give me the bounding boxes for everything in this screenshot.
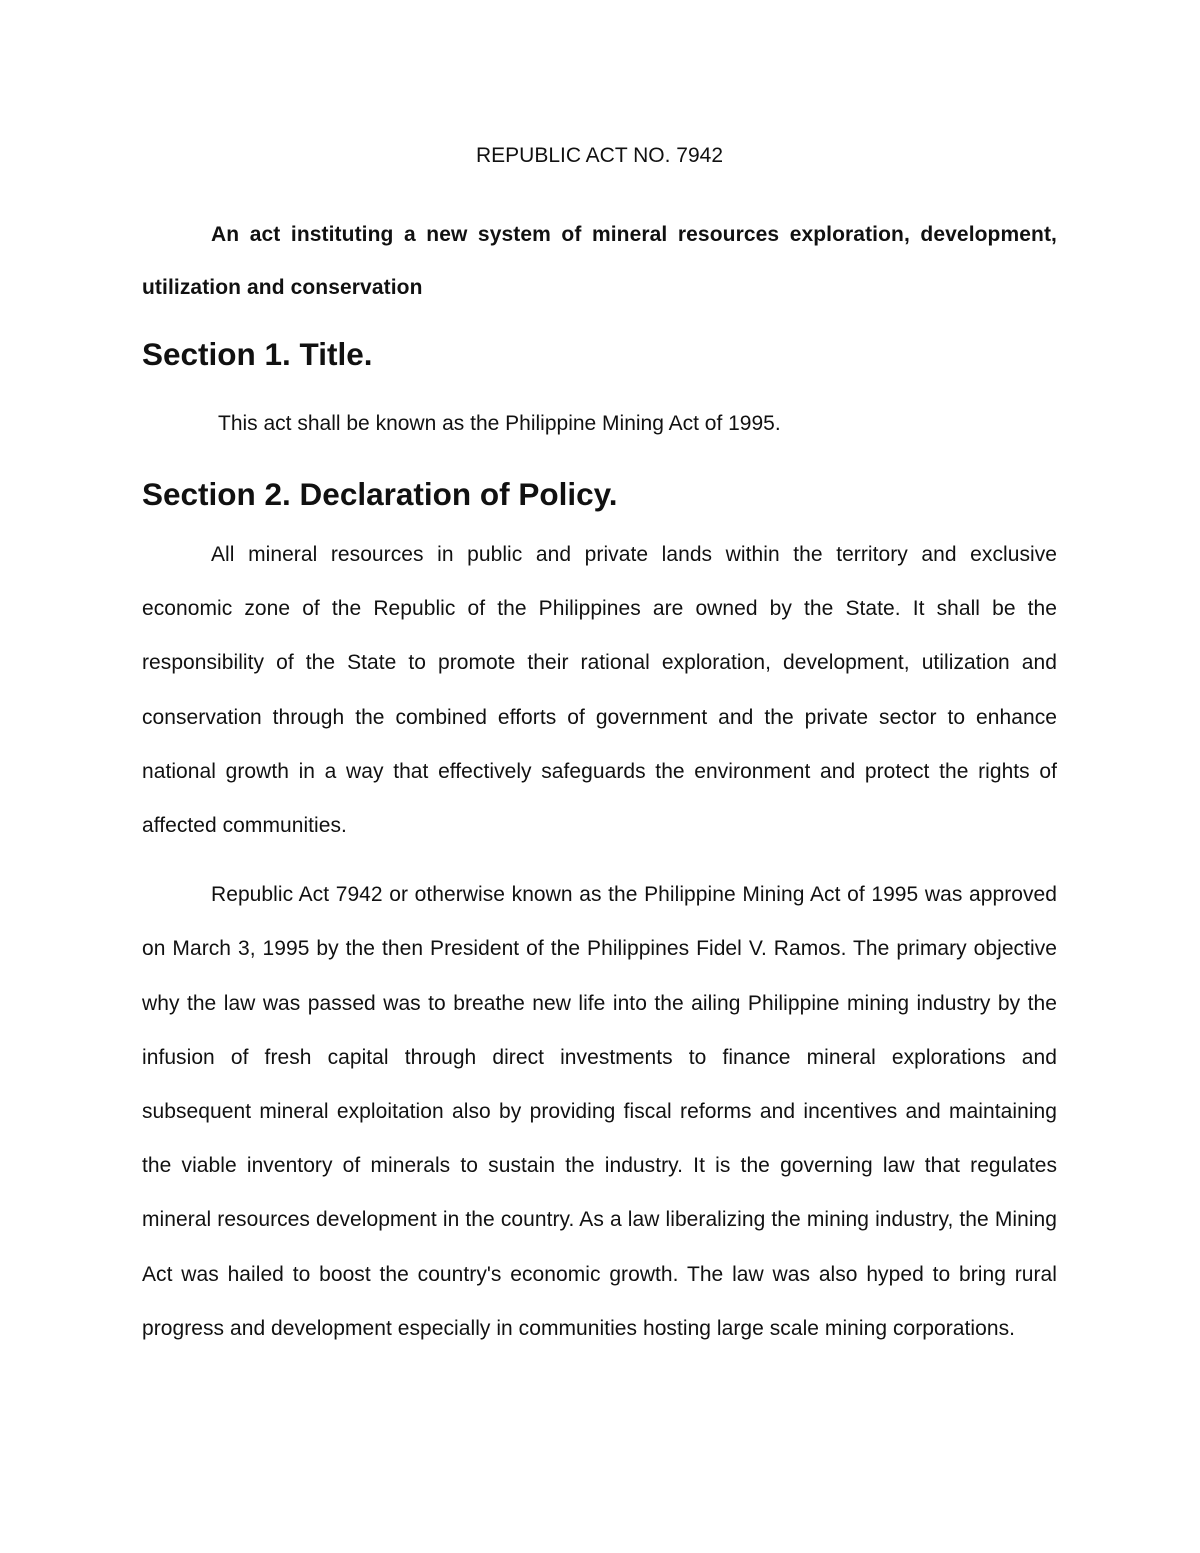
act-description: An act instituting a new system of mineral resources exploration, development, utilization and conservation <box>142 223 1057 299</box>
section-1-text: This act shall be known as the Philippine Mining Act of 1995. <box>218 412 781 435</box>
section-2-paragraph-2: Republic Act 7942 or otherwise known as the Philippine Mining Act of 1995 was approved on March 3, 1995 by the then President of the Philippines Fidel V. Ramos. The primary objective why the law was passed was to breathe new life into the ailing Philippine mining industry by the infusion of fresh capital through direct investments to finance mineral explorations and subsequent mineral exploitation also by providing fiscal reforms and incentives and maintaining the viable inventory of minerals to sustain the industry. It is the governing law that regulates mineral resources development in the country. As a law liberalizing the mining industry, the Mining Act was hailed to boost the country's economic growth. The law was also hyped to bring rural progress and development especially in communities hosting large scale mining corporations. <box>142 883 1057 1340</box>
section-2-heading: Section 2. Declaration of Policy. <box>142 476 618 512</box>
section-2-paragraph-1: All mineral resources in public and private lands within the territory and exclusive economic zone of the Republic of the Philippines are owned by the State. It shall be the responsibility of the State to promote their rational exploration, development, utilization and conservation through the combined efforts of government and the private sector to enhance national growth in a way that effectively safeguards the environment and protect the rights of affected communities. <box>142 543 1057 838</box>
document-body <box>142 138 1057 1356</box>
section-1-heading: Section 1. Title. <box>142 336 373 372</box>
document-title: REPUBLIC ACT NO. 7942 <box>475 144 724 167</box>
